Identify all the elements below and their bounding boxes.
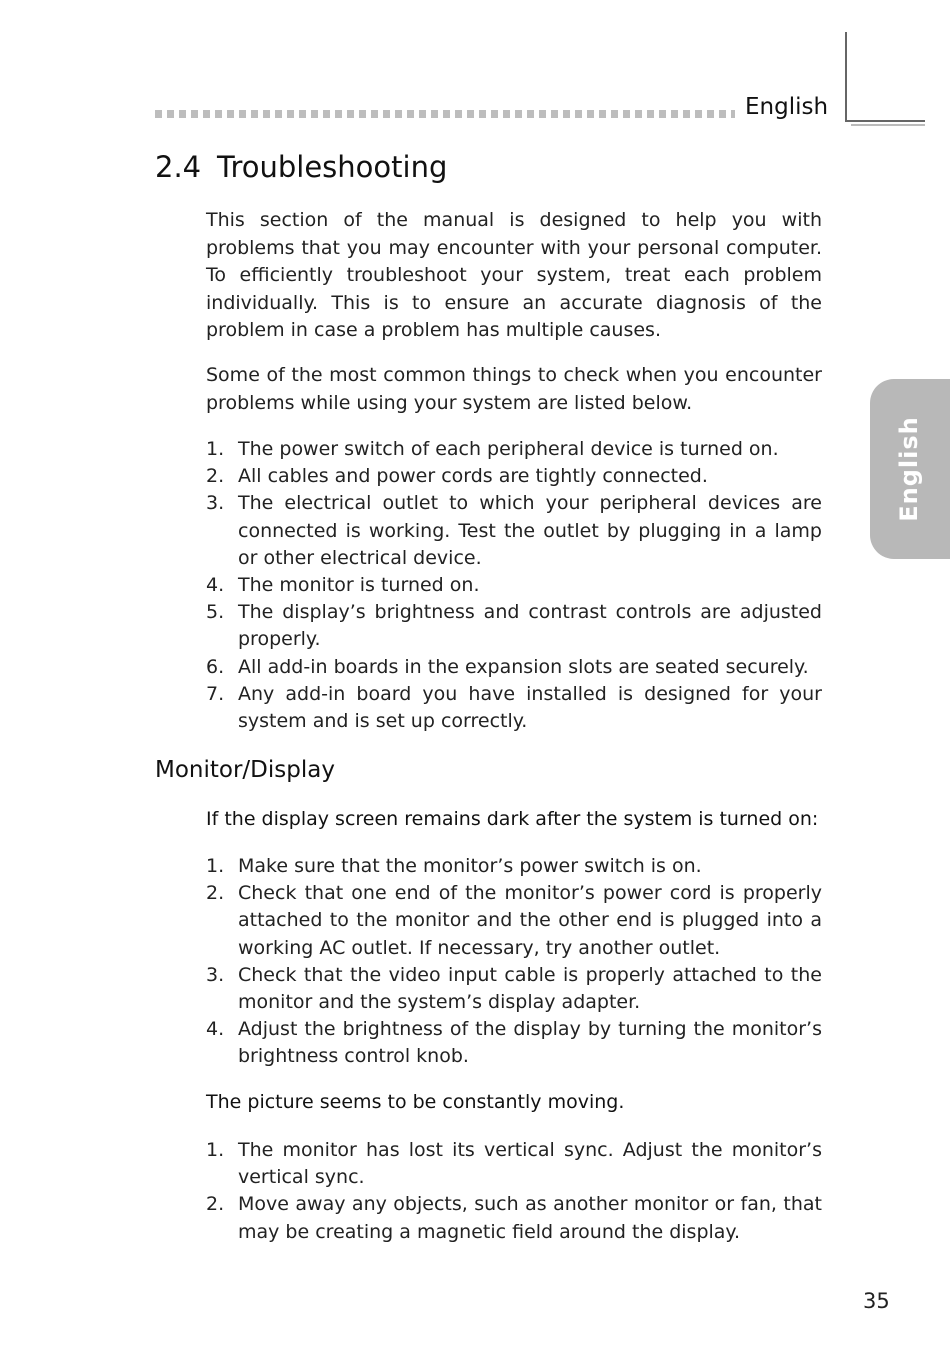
list-item (206, 463, 822, 490)
problem-2-lead: The picture seems to be constantly moving. (206, 1091, 625, 1113)
list-item-text: All cables and power cords are tightly connected. (238, 465, 708, 488)
list-item (206, 880, 822, 962)
section-title-text: Troubleshooting (217, 150, 448, 184)
list-item (206, 436, 822, 463)
list-item-number: 5. (206, 601, 225, 624)
list-item-number: 4. (206, 574, 225, 597)
list-item-text: The display’s brightness and contrast controls are adjusted properly. (238, 601, 822, 651)
list-item (206, 962, 822, 1016)
list-item-text: All add-in boards in the expansion slots are seated securely. (238, 655, 809, 678)
list-item-text: Move away any objects, such as another monitor or fan, that may be creating a magnetic field around the display. (238, 1193, 822, 1243)
side-tab-label: English (895, 416, 923, 522)
list-item (206, 654, 822, 681)
list-item-text: Check that the video input cable is properly attached to the monitor and the system’s display adapter. (238, 963, 822, 1014)
checklist (206, 436, 822, 735)
side-language-tab (870, 379, 950, 559)
list-item-text: Check that one end of the monitor’s power cord is properly attached to the monitor and the other end is plugged into a working AC outlet. If necessary, try another outlet. (238, 882, 822, 959)
section-number: 2.4 (155, 150, 202, 184)
header-language-label: English (745, 94, 829, 120)
list-item-number: 4. (206, 1018, 225, 1041)
list-item-number: 2. (206, 1193, 225, 1216)
list-item-number: 3. (206, 492, 225, 515)
list-item (206, 1137, 822, 1191)
list-item (206, 853, 822, 880)
list-item (206, 1191, 822, 1245)
problem-1-lead: If the display screen remains dark after the system is turned on: (206, 808, 819, 830)
intro-paragraph-1: This section of the manual is designed to help you with problems that you may encounter with your personal computer. To efficiently troubleshoot your system, treat each problem individually. This is to ensure an accurate diagnosis of the problem in case a problem has multiple causes. (206, 209, 822, 341)
list-item-text: The electrical outlet to which your peripheral devices are connected is working. Test the outlet by plugging in a lamp or other electrical device. (238, 492, 822, 569)
list-item-text: Make sure that the monitor’s power switch is on. (238, 855, 702, 877)
section-title (155, 150, 447, 184)
monitor-display-heading: Monitor/Display (155, 757, 335, 783)
list-item (206, 1016, 822, 1070)
list-item (206, 490, 822, 572)
list-item-text: Any add-in board you have installed is designed for your system and is set up correctly. (238, 682, 822, 733)
list-item (206, 599, 822, 653)
header-dotted-rule (155, 110, 735, 118)
list-item-number: 1. (206, 855, 225, 877)
problem-2-list (206, 1137, 822, 1246)
list-item-number: 1. (206, 1139, 225, 1161)
list-item-number: 2. (206, 465, 225, 488)
list-item-number: 1. (206, 438, 225, 460)
list-item (206, 572, 822, 599)
problem-1-list (206, 853, 822, 1071)
list-item-text: Adjust the brightness of the display by turning the monitor’s brightness control knob. (238, 1018, 822, 1068)
list-item-number: 7. (206, 682, 225, 705)
list-item-number: 2. (206, 882, 225, 905)
corner-crop-mark (845, 32, 925, 122)
list-item-text: The power switch of each peripheral device is turned on. (238, 438, 779, 460)
page-number: 35 (863, 1289, 890, 1313)
list-item-text: The monitor has lost its vertical sync. Adjust the monitor’s vertical sync. (238, 1139, 822, 1189)
list-item-number: 6. (206, 655, 225, 678)
list-item-number: 3. (206, 963, 225, 986)
list-item-text: The monitor is turned on. (238, 574, 480, 597)
intro-paragraph-2: Some of the most common things to check when you encounter problems while using your system are listed below. (206, 364, 822, 414)
list-item (206, 681, 822, 735)
